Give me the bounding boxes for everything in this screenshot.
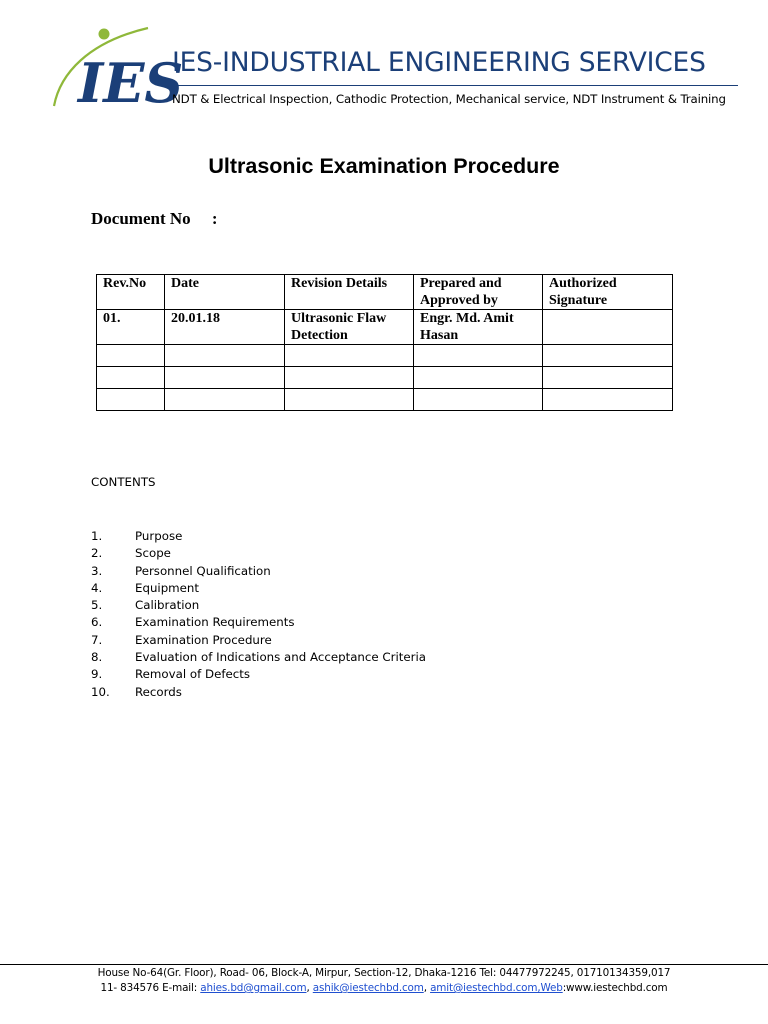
table-cell xyxy=(414,367,543,389)
email-link-ahies[interactable]: ahies.bd@gmail.com xyxy=(200,982,307,994)
item-number: 9. xyxy=(91,667,103,682)
item-label: Scope xyxy=(135,546,171,561)
email-link-amit[interactable]: amit@iestechbd.com,Web xyxy=(430,982,563,994)
table-cell xyxy=(285,345,414,367)
website-text: :www.iestechbd.com xyxy=(562,982,668,994)
table-cell xyxy=(543,367,673,389)
table-cell xyxy=(543,310,673,345)
list-item xyxy=(91,666,426,683)
item-label: Examination Procedure xyxy=(135,632,272,647)
list-item xyxy=(91,563,426,580)
item-label: Examination Requirements xyxy=(135,615,295,630)
table-cell xyxy=(285,367,414,389)
list-item xyxy=(91,684,426,701)
footer-line-prefix: 11- 834576 E-mail: xyxy=(100,982,201,994)
header-divider xyxy=(172,85,738,86)
item-label: Purpose xyxy=(135,529,183,543)
company-name: IES-INDUSTRIAL ENGINEERING SERVICES xyxy=(172,47,706,78)
item-number: 3. xyxy=(91,563,103,578)
separator: , xyxy=(423,982,431,994)
company-tagline: NDT & Electrical Inspection, Cathodic Protection, Mechanical service, NDT Instrument & Training xyxy=(172,92,726,106)
table-cell xyxy=(543,345,673,367)
footer xyxy=(0,966,768,996)
table-cell xyxy=(97,367,165,389)
table-cell xyxy=(165,345,285,367)
table-header-row xyxy=(97,275,673,310)
item-label: Equipment xyxy=(135,580,200,595)
table-cell: Ultrasonic Flaw Detection xyxy=(285,310,414,345)
item-label: Evaluation of Indications and Acceptance Criteria xyxy=(135,650,426,665)
item-label: Calibration xyxy=(135,598,200,613)
table-cell xyxy=(414,345,543,367)
ies-logo xyxy=(48,22,184,115)
item-number: 1. xyxy=(91,529,103,543)
item-number: 4. xyxy=(91,580,103,595)
email-link-ashik[interactable]: ashik@iestechbd.com xyxy=(312,982,424,994)
footer-divider xyxy=(0,964,768,965)
document-title: Ultrasonic Examination Procedure xyxy=(208,154,560,178)
header-revision-details: Revision Details xyxy=(285,275,414,310)
table-cell xyxy=(97,389,165,411)
table-cell xyxy=(165,389,285,411)
item-number: 6. xyxy=(91,615,103,630)
header-rev-no: Rev.No xyxy=(97,275,165,310)
item-number: 8. xyxy=(91,650,103,665)
table-cell: Engr. Md. Amit Hasan xyxy=(414,310,543,345)
contents-heading: CONTENTS xyxy=(91,475,156,489)
table-cell xyxy=(165,367,285,389)
table-row xyxy=(97,367,673,389)
table-cell xyxy=(285,389,414,411)
item-number: 5. xyxy=(91,598,103,613)
item-number: 10. xyxy=(91,684,110,699)
item-number: 7. xyxy=(91,632,103,647)
item-label: Removal of Defects xyxy=(135,667,251,682)
header-prepared-approved: Prepared and Approved by xyxy=(414,275,543,310)
item-number: 2. xyxy=(91,546,103,561)
list-item xyxy=(91,614,426,631)
document-number-label: Document No : xyxy=(91,209,218,228)
list-item xyxy=(91,528,426,545)
list-item xyxy=(91,632,426,649)
list-item xyxy=(91,545,426,562)
table-row xyxy=(97,345,673,367)
item-label: Records xyxy=(135,684,182,699)
revision-table xyxy=(96,274,673,411)
table-row xyxy=(97,310,673,345)
separator: , xyxy=(306,982,313,994)
footer-address: House No-64(Gr. Floor), Road- 06, Block-A, Mirpur, Section-12, Dhaka-1216 Tel: 04477972245, 01710134359,017 xyxy=(97,967,671,979)
table-cell xyxy=(97,345,165,367)
table-cell xyxy=(414,389,543,411)
list-item xyxy=(91,597,426,614)
list-item xyxy=(91,649,426,666)
logo-text: IES xyxy=(78,51,184,115)
table-cell xyxy=(543,389,673,411)
footer-contact-line xyxy=(0,981,768,996)
table-cell: 01. xyxy=(97,310,165,345)
table-cell: 20.01.18 xyxy=(165,310,285,345)
table-row xyxy=(97,389,673,411)
header-authorized-signature: Authorized Signature xyxy=(543,275,673,310)
header-date: Date xyxy=(165,275,285,310)
item-label: Personnel Qualification xyxy=(135,563,271,578)
list-item xyxy=(91,580,426,597)
contents-list xyxy=(91,528,426,701)
